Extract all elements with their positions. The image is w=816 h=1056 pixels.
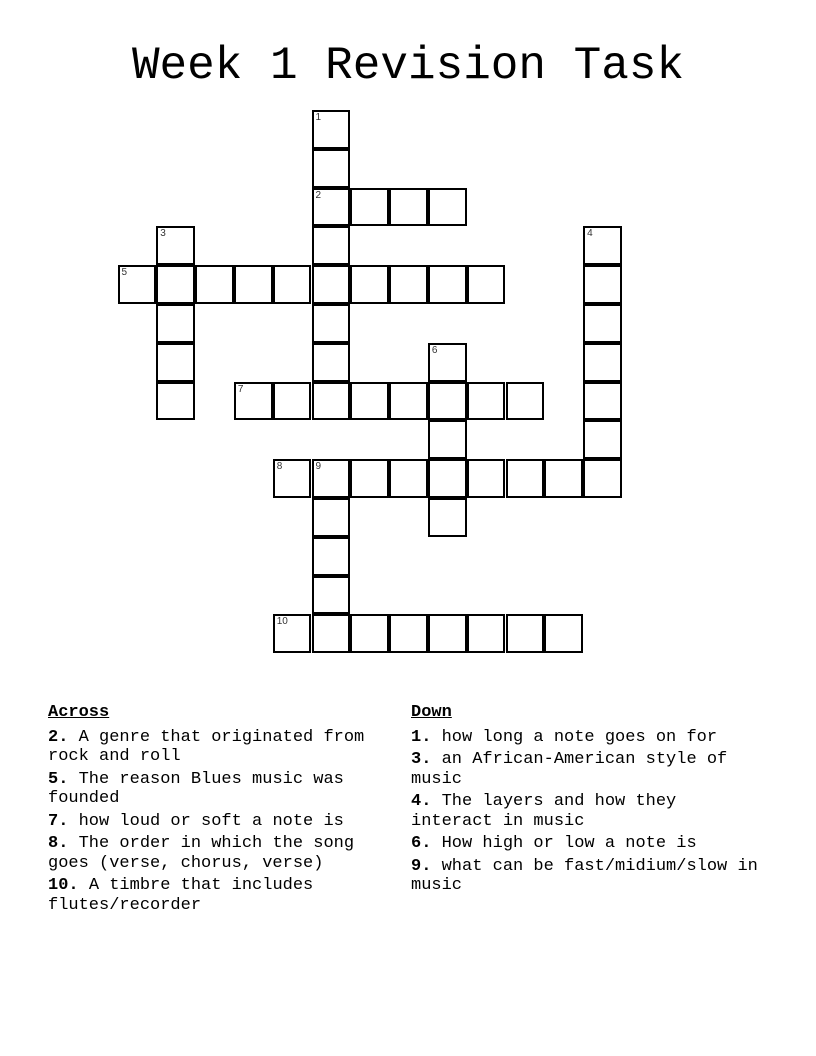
grid-cell[interactable] xyxy=(544,614,583,653)
grid-cell[interactable] xyxy=(389,265,428,304)
grid-cell[interactable] xyxy=(273,382,312,421)
grid-cell[interactable] xyxy=(156,343,195,382)
cell-number: 3 xyxy=(160,228,166,240)
grid-cell[interactable] xyxy=(583,343,622,382)
clue-text: how loud or soft a note is xyxy=(78,811,344,831)
grid-cell[interactable] xyxy=(583,459,622,498)
grid-cell[interactable] xyxy=(156,265,195,304)
clue-number: 5. xyxy=(48,769,69,789)
grid-cell[interactable] xyxy=(350,614,389,653)
clue-number: 9. xyxy=(411,856,432,876)
cell-number: 2 xyxy=(315,189,322,201)
clue-text: A timbre that includes flutes/recorder xyxy=(48,876,314,915)
grid-cell[interactable] xyxy=(195,265,234,304)
across-clue-10 xyxy=(48,876,398,915)
grid-cell[interactable] xyxy=(428,343,467,382)
clue-text: how long a note goes on for xyxy=(441,727,718,747)
cell-number: 7 xyxy=(237,383,244,395)
clue-number: 10. xyxy=(48,876,79,895)
grid-cell[interactable] xyxy=(583,420,622,459)
grid-cell[interactable] xyxy=(467,382,506,421)
grid-cell[interactable] xyxy=(428,614,467,653)
down-heading: Down xyxy=(411,703,452,722)
grid-cell[interactable] xyxy=(467,265,506,304)
grid-cell[interactable] xyxy=(389,188,428,227)
cell-number: 5 xyxy=(121,267,128,279)
clue-text: an African-American style of music xyxy=(411,750,728,789)
grid-cell[interactable] xyxy=(544,459,583,498)
down-clues xyxy=(411,703,761,899)
grid-cell[interactable] xyxy=(428,188,467,227)
clue-text: How high or low a note is xyxy=(441,834,697,853)
down-clue-6 xyxy=(411,834,761,854)
clue-number: 1. xyxy=(411,727,432,747)
grid-cell[interactable] xyxy=(506,382,545,421)
grid-cell[interactable] xyxy=(350,382,389,421)
cell-number: 9 xyxy=(315,461,322,473)
clue-number: 7. xyxy=(48,811,69,831)
across-clues xyxy=(48,703,398,918)
grid-cell[interactable] xyxy=(312,226,351,265)
grid-cell[interactable] xyxy=(428,265,467,304)
clue-number: 6. xyxy=(411,834,432,853)
grid-cell[interactable] xyxy=(583,304,622,343)
grid-cell[interactable] xyxy=(312,265,351,304)
grid-cell[interactable] xyxy=(312,498,351,537)
grid-cell[interactable] xyxy=(389,614,428,653)
clue-text: The reason Blues music was founded xyxy=(48,769,344,808)
grid-cell[interactable] xyxy=(312,343,351,382)
grid-cell[interactable] xyxy=(312,614,351,653)
clue-number: 4. xyxy=(411,792,432,811)
clue-number: 2. xyxy=(48,727,69,747)
across-clue-7 xyxy=(48,812,398,832)
grid-cell[interactable] xyxy=(350,265,389,304)
grid-cell[interactable] xyxy=(389,382,428,421)
grid-cell[interactable] xyxy=(118,265,157,304)
grid-cell[interactable] xyxy=(428,459,467,498)
across-clue-2 xyxy=(48,728,398,767)
grid-cell[interactable] xyxy=(389,459,428,498)
grid-cell[interactable] xyxy=(234,382,273,421)
grid-cell[interactable] xyxy=(312,537,351,576)
grid-cell[interactable] xyxy=(428,420,467,459)
grid-cell[interactable] xyxy=(312,459,351,498)
grid-cell[interactable] xyxy=(312,110,351,149)
grid-cell[interactable] xyxy=(312,304,351,343)
grid-cell[interactable] xyxy=(156,382,195,421)
grid-cell[interactable] xyxy=(273,614,312,653)
cell-number: 1 xyxy=(315,112,322,123)
grid-cell[interactable] xyxy=(583,265,622,304)
down-clue-3 xyxy=(411,750,761,789)
grid-cell[interactable] xyxy=(583,382,622,421)
grid-cell[interactable] xyxy=(312,149,351,188)
grid-cell[interactable] xyxy=(312,382,351,421)
grid-cell[interactable] xyxy=(506,614,545,653)
down-clue-4 xyxy=(411,792,761,831)
grid-cell[interactable] xyxy=(583,226,622,265)
grid-cell[interactable] xyxy=(467,614,506,653)
clue-number: 8. xyxy=(48,834,69,853)
grid-cell[interactable] xyxy=(350,188,389,227)
cell-number: 4 xyxy=(587,228,593,240)
across-heading: Across xyxy=(48,703,110,722)
across-clue-8 xyxy=(48,834,398,873)
clue-text: what can be fast/midium/slow in music xyxy=(411,856,758,895)
cell-number: 8 xyxy=(276,461,283,473)
grid-cell[interactable] xyxy=(350,459,389,498)
grid-cell[interactable] xyxy=(428,382,467,421)
page-title: Week 1 Revision Task xyxy=(131,40,685,92)
down-clue-9 xyxy=(411,857,761,896)
grid-cell[interactable] xyxy=(273,459,312,498)
grid-cell[interactable] xyxy=(506,459,545,498)
clue-text: The order in which the song goes (verse, chorus, verse) xyxy=(48,834,355,873)
clue-text: A genre that originated from rock and roll xyxy=(48,727,365,766)
clue-number: 3. xyxy=(411,750,432,769)
clue-text: The layers and how they interact in music xyxy=(411,792,677,831)
grid-cell[interactable] xyxy=(312,188,351,227)
grid-cell[interactable] xyxy=(156,226,195,265)
grid-cell[interactable] xyxy=(234,265,273,304)
cell-number: 6 xyxy=(431,344,438,356)
down-clue-1 xyxy=(411,728,761,748)
grid-cell[interactable] xyxy=(467,459,506,498)
across-clue-5 xyxy=(48,770,398,809)
grid-cell[interactable] xyxy=(312,576,351,615)
cell-number: 10 xyxy=(276,616,288,628)
grid-cell[interactable] xyxy=(273,265,312,304)
grid-cell[interactable] xyxy=(156,304,195,343)
grid-cell[interactable] xyxy=(428,498,467,537)
